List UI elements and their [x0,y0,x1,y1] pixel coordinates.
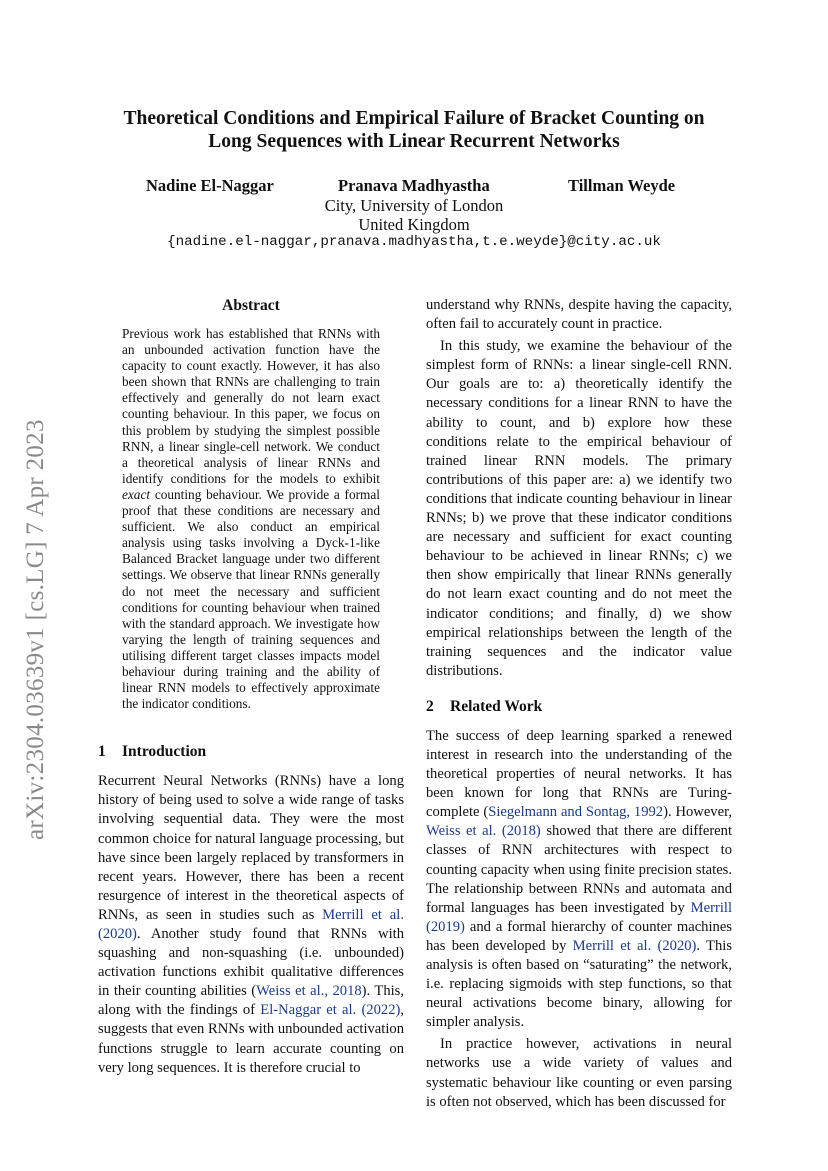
text-run: ). This, along with the findings of [98,983,404,1019]
text-run: ). However, [663,804,732,821]
citation-link[interactable]: Weiss et al., 2018 [256,983,362,1000]
introduction-paragraph [98,772,404,1078]
right-column [426,296,732,1112]
text-run: . This analysis is often based on “saturating” the network, i.e. replacing sigmoids with step functions, so that neural activations become binary, allowing for simpler analysis. [426,937,733,1031]
citation-link[interactable]: El-Naggar et al. (2022) [260,1002,401,1019]
text-run: showed that there are different classes of RNN architectures with respect to counting capacity when using finite precision states. The relationship between RNNs and automata and formal languages has been investigated by [426,823,733,916]
text-run: . Another study found that RNNs with squashing and non-squashing (i.e. unbounded) activation functions exhibit qualitative differences in their counting abilities ( [98,926,404,1000]
title-line-1: Theoretical Conditions and Empirical Failure of Bracket Counting on [123,108,705,129]
title-line-2: Long Sequences with Linear Recurrent Networks [208,131,620,152]
introduction-contributions-paragraph: In this study, we examine the behaviour of the simplest form of RNNs: a linear single-cell RNN. Our goals are to: a) theoretically identify the necessary conditions for a linear RNN to have the ability to count, and b) explore how these conditions relate to the empirical behaviour of trained linear RNN models. The primary contributions of this paper are: a) we identify two conditions that indicate counting behaviour in linear RNNs; b) we prove that these indicator conditions are necessary and sufficient for exact counting behaviour to be achieved in linear RNNs; c) we then show empirically that linear RNNs generally do not learn exact counting and do not meet the indicator conditions; and finally, d) we show empirical relationships between the length of the training sequences and the indicator value distributions. [426,338,732,679]
related-work-paragraph-1 [426,727,732,1033]
citation-link[interactable]: Siegelmann and Sontag, 1992 [488,804,664,821]
author-1: Nadine El-Naggar [146,176,274,195]
author-3: Tillman Weyde [568,176,676,195]
section-title: Introduction [122,743,207,761]
citation-link[interactable]: Merrill (2019) [426,899,732,935]
text-run: and a formal hierarchy of counter machines has been developed by [426,918,732,954]
abstract-heading: Abstract [222,297,280,314]
citation-link[interactable]: Merrill et al. (2020) [572,937,697,954]
author-list [0,176,828,198]
text-run: The success of deep learning sparked a renewed interest in research into the understanding of the theoretical properties of neural networks. It has been known for long that RNNs are Turing-complete ( [426,727,732,821]
affiliation-line-2: United Kingdom [358,215,470,234]
arxiv-identifier-stamp: arXiv:2304.03639v1 [cs.LG] 7 Apr 2023 [22,419,49,840]
paper-title [90,107,738,153]
related-work-paragraph-2: In practice however, activations in neural networks use a wide variety of values and systematic behaviour like counting or even parsing is often not observed, which has been discussed for [426,1036,732,1110]
affiliation-line-1: City, University of London [324,196,504,215]
abstract-text-part-1: Previous work has established that RNNs with an unbounded activation function have the capacity to count exactly. However, it has also been shown that RNNs are challenging to train effectively and generally do not learn exact counting behaviour. In this paper, we focus on this problem by studying the simplest possible RNN, a linear single-cell network. We conduct a theoretical analysis of linear RNNs and identify conditions for the models to exhibit [122,326,380,486]
citation-link[interactable]: Merrill et al. (2020) [98,906,404,942]
introduction-continued-paragraph: understand why RNNs, despite having the capacity, often fail to accurately count in practice. [426,297,732,333]
abstract-text-part-2: counting behaviour. We provide a formal proof that these conditions are necessary and sufficient. We also conduct an empirical analysis using tasks involving a Dyck-1-like Balanced Bracket language under two different settings. We observe that linear RNNs generally do not meet the necessary and sufficient conditions for counting behaviour when trained with the standard approach. We investigate how varying the length of training sequences and utilising different target classes impacts model behaviour during training and the ability of linear RNN models to effectively approximate the indicator conditions. [122,486,380,712]
section-number: 1 [98,743,106,761]
text-run: , suggests that even RNNs with unbounded activation functions struggle to learn accurate counting on very long sequences. It is therefore crucial to [98,1002,405,1076]
left-column [98,296,404,1078]
author-emails: {nadine.el-naggar,pranava.madhyastha,t.e.weyde}@city.ac.uk [167,234,661,250]
section-number: 2 [426,697,434,715]
abstract-emphasis: exact [122,486,151,502]
section-heading-related-work [426,697,732,717]
abstract-text [122,326,380,712]
author-2: Pranava Madhyastha [338,176,490,195]
citation-link[interactable]: Weiss et al. (2018) [426,823,541,840]
section-title: Related Work [450,697,543,715]
text-run: Recurrent Neural Networks (RNNs) have a long history of being used to solve a wide range of tasks involving sequential data. They were the most common choice for natural language processing, but have since been largely replaced by transformers in recent years. However, there has been a recent resurgence of interest in the theoretical aspects of RNNs, as seen in studies such as [98,773,404,923]
section-heading-introduction [98,742,404,762]
